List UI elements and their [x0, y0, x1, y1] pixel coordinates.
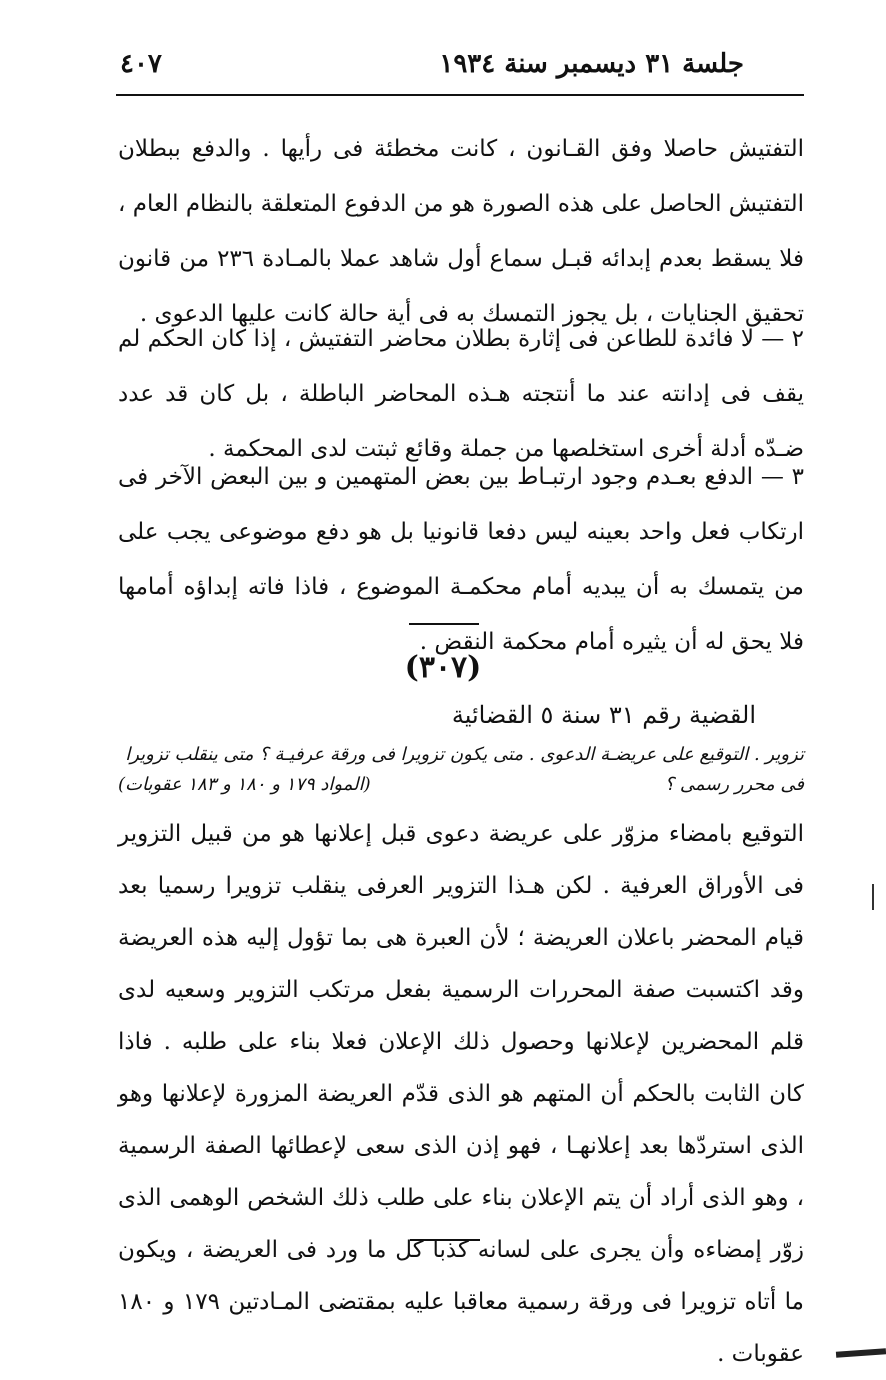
case-reference: القضية رقم ٣١ سنة ٥ القضائية [451, 701, 756, 729]
paragraph-text: ٢ — لا فائدة للطاعن فى إثارة بطلان محاضر التفتيش ، إذا كان الحكم لم يقف فى إدانته عند ما أنتجته هـذه المحاضر الباطلة ، بل كان قد عدد ضـدّه أدلة أخرى استخلصها من جملة وقائع ثبتت لدى المحكمة . [118, 326, 804, 462]
case-number: (٣٠٧) [404, 650, 482, 685]
section-divider [409, 623, 479, 625]
page-number: ٤٠٧ [120, 49, 162, 79]
case-body [118, 808, 804, 1380]
paragraph-text: التفتيش حاصلا وفق القـانون ، كانت مخطئة فى رأيها . والدفع ببطلان التفتيش الحاصل على هذه الصورة هو من الدفوع المتعلقة بالنظام العام ، فلا يسقط بعدم إبدائه قبـل سماع أول شاهد عملا بالمـادة ٢٣٦ من قانون تحقيق الجنايات ، بل يجوز التمسك به فى أية حالة كانت عليها الدعوى . [118, 136, 804, 327]
case-body-text: التوقيع بامضاء مزوّر على عريضة دعوى قبل إعلانها هو من قبيل التزوير فى الأوراق العرفية . لكن هـذا التزوير العرفى ينقلب تزويرا رسميا بعد قيام المحضر باعلان العريضة ؛ لأن العبرة هى بما تؤول إليه هذه العريضة وقد اكتسبت صفة المحررات الرسمية بفعل مرتكب التزوير وسعيه لدى قلم المحضرين لإعلانها وحصول ذلك الإعلان فعلا بناء على طلبه . فاذا كان الثابت بالحكم أن المتهم هو الذى قدّم العريضة المزورة لإعلانها وهو الذى استردّها بعد إعلانهـا ، فهو إذن الذى سعى لإعطائها الصفة الرسمية ، وهو الذى أراد أن يتم الإعلان بناء على طلب ذلك الشخص الوهمى الذى زوّر إمضاءه وأن يجرى على لسانه كذبا كل ما ورد فى العريضة ، ويكون ما أتاه تزويرا فى ورقة رسمية معاقبا عليه بمقتضى المـادتين ١٧٩ و ١٨٠ عقوبات . [118, 821, 804, 1367]
running-header [120, 44, 804, 84]
paragraph-ruling-3 [118, 450, 804, 670]
headnote-text: فى محرر رسمى ؟ [664, 774, 804, 795]
headnote-text: تزوير . التوقيع على عريضـة الدعوى . متى يكون تزويرا فى ورقة عرفيـة ؟ متى ينقلب تزويرا [125, 744, 804, 765]
header-divider [116, 94, 804, 96]
legal-articles-reference: (المواد ١٧٩ و ١٨٠ و ١٨٣ عقوبات) [118, 774, 371, 795]
headnote-line [118, 770, 804, 800]
paragraph-continued-ruling [118, 122, 804, 342]
paragraph-text: ٣ — الدفع بعـدم وجود ارتبـاط بين بعض المتهمين و بين البعض الآخر فى ارتكاب فعل واحد بعينه ليس دفعا قانونيا بل هو دفع موضوعى يجب على من يتمسك به أن يبديه أمام محكمـة الموضوع ، فاذا فاته إبداؤه أمامها فلا يحق له أن يثيره أمام محكمة النقض . [118, 464, 804, 655]
section-divider [410, 1239, 480, 1241]
headnote-line [118, 740, 804, 770]
scan-corner-mark [836, 1348, 886, 1357]
session-title: جلسة ٣١ ديسمبر سنة ١٩٣٤ [439, 49, 744, 79]
margin-mark [872, 884, 874, 910]
case-headnote [118, 740, 804, 800]
